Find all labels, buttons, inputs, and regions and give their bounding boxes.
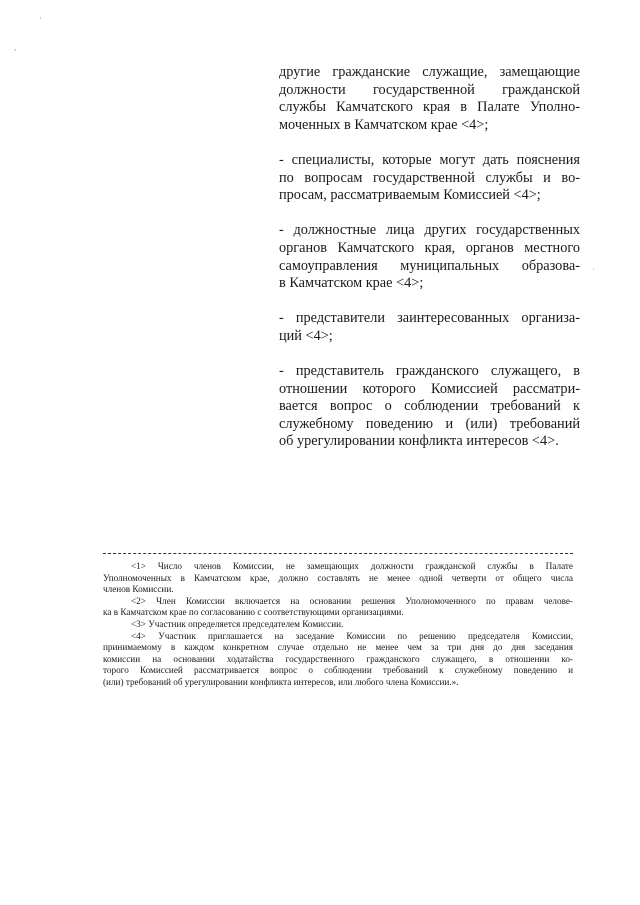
footnote-line: ка в Камчатском крае по согласованию с соответствующими организациями. xyxy=(103,607,404,618)
footnote-line: <4> Участник приглашается на заседание Комиссии по решению председателя Комиссии, xyxy=(131,630,573,641)
footnote-separator xyxy=(103,553,573,554)
footnote xyxy=(103,631,573,689)
text-line: органов Камчатского края, органов местного xyxy=(279,239,580,256)
footnote xyxy=(103,619,573,631)
text-line: самоуправления муниципальных образова- xyxy=(279,257,580,274)
text-line: другие гражданские служащие, замещающие xyxy=(279,64,580,80)
text-line: должности государственной гражданской xyxy=(279,81,580,98)
footnote-line: членов Комиссии. xyxy=(103,584,174,595)
footnote-line: торого Комиссией рассматривается вопрос о соблюдении требований к служебному поведению и xyxy=(103,665,573,676)
main-text-column xyxy=(279,64,580,469)
footnote-line: принимаемому в каждом конкретном случае отдельно не менее чем за три дня до дня заседания xyxy=(103,642,573,653)
footnote-line: комиссии на основании ходатайства государственного гражданского служащего, в отношении ко- xyxy=(103,653,573,664)
footnote xyxy=(103,561,573,596)
participant-paragraph xyxy=(279,310,580,345)
text-line: вается вопрос о соблюдении требований к xyxy=(279,398,580,415)
participant-paragraph xyxy=(279,363,580,451)
participant-paragraph xyxy=(279,64,580,134)
text-line: служебному поведению и (или) требований xyxy=(279,415,580,432)
footnote xyxy=(103,596,573,619)
text-line: отношении которого Комиссией рассматри- xyxy=(279,380,580,397)
text-line: об урегулировании конфликта интересов <4>. xyxy=(279,433,559,450)
footnotes-block xyxy=(103,561,573,689)
text-line: в Камчатском крае <4>; xyxy=(279,275,424,292)
text-line: - представитель гражданского служащего, в xyxy=(279,363,580,380)
footnote-line: <3> Участник определяется председателем Комиссии. xyxy=(131,618,344,629)
participant-paragraph xyxy=(279,222,580,292)
text-line: - представители заинтересованных организа- xyxy=(279,310,580,327)
footnote-line: (или) требований об урегулировании конфликта интересов, или любого члена Комиссии.». xyxy=(103,676,459,687)
text-line: службы Камчатского края в Палате Уполно- xyxy=(279,99,580,116)
text-line: моченных в Камчатском крае <4>; xyxy=(279,116,489,133)
text-line: - специалисты, которые могут дать пояснения xyxy=(279,151,580,168)
scan-speck: · xyxy=(592,264,595,274)
text-line: ций <4>; xyxy=(279,327,333,344)
text-line: - должностные лица других государственных xyxy=(279,222,580,239)
scan-speck: · xyxy=(39,13,42,23)
footnote-line: Уполномоченных в Камчатском крае, должно составлять не менее одной четверти от общего числа xyxy=(103,572,573,583)
text-line: по вопросам государственной службы и во- xyxy=(279,169,580,186)
scan-speck: , xyxy=(14,42,17,52)
participant-paragraph xyxy=(279,152,580,205)
text-line: просам, рассматриваемым Комиссией <4>; xyxy=(279,187,541,204)
footnote-line: <1> Число членов Комиссии, не замещающих должности гражданской службы в Палате xyxy=(131,561,573,571)
footnote-line: <2> Член Комиссии включается на основании решения Уполномоченного по правам челове- xyxy=(131,595,573,606)
